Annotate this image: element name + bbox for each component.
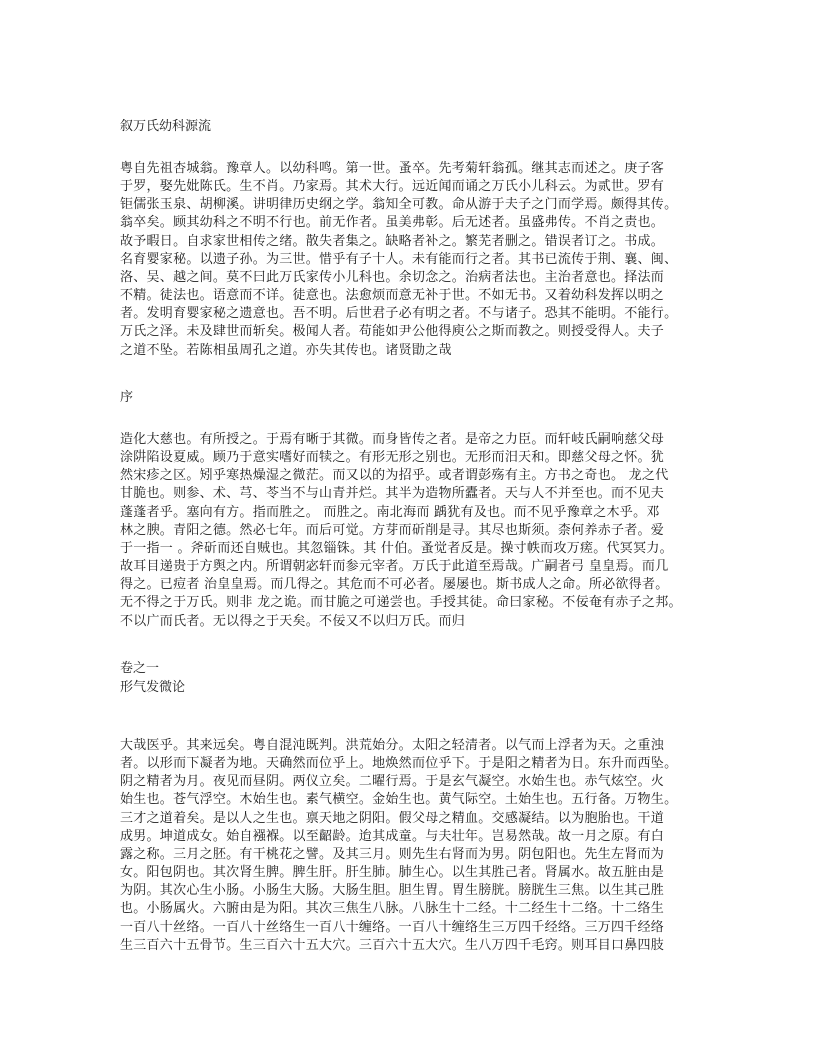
chapter-title: 形气发微论 — [120, 680, 186, 695]
text-line: 之道不坠。若陈相虽周孔之道。亦失其传也。诸贤勖之哉 — [120, 342, 452, 358]
section-title-origin: 叙万氏幼科源流 — [120, 119, 212, 134]
text-line: 不以广而氏者。无以得之于天矣。不佞又不以归万氏。而归 — [120, 613, 466, 629]
text-line: 洛、吴、越之间。莫不曰此万氏家传小儿科也。余切念之。治病者法也。主治者意也。择法而 — [120, 269, 665, 285]
text-line: 无不得之于万氏。则非 龙之诡。而甘脆之可递尝也。手授其徒。命曰家秘。不佞奄有赤子之邦。 — [120, 595, 682, 611]
text-line: 生三百六十五骨节。生三百六十五大穴。三百六十五大穴。生八万四千毛窍。则耳目口鼻四肢 — [120, 937, 665, 953]
text-line: 成男。坤道成女。始自襁褓。以至齠龄。迨其成童。与夫壮年。岂易然哉。故一月之原。有白 — [120, 828, 665, 844]
text-line: 粤自先祖杏城翁。豫章人。以幼科鸣。第一世。蚤卒。先考菊轩翁孤。继其志而述之。庚子客 — [120, 161, 665, 176]
text-line: 林之腴。青阳之德。然必七年。而后可觉。方芽而斫削是寻。其尽也斯须。柰何养赤子者。爱 — [120, 522, 665, 538]
text-line: 为阴。其次心生小肠。小肠生大肠。大肠生胆。胆生胃。胃生膀胱。膀胱生三焦。以生其己胜 — [120, 883, 665, 899]
text-line: 钜儒张玉泉、胡柳溪。讲明律历史纲之学。翁知全可教。命从游于夫子之门而学焉。颇得其传。 — [120, 197, 678, 213]
text-line: 大哉医乎。其来远矣。粤自混沌既判。洪荒始分。太阳之轻清者。以气而上浮者为天。之重浊 — [120, 738, 665, 753]
text-line: 一百八十丝络。一百八十丝络生一百八十缠络。一百八十缠络生三万四千经络。三万四千经络 — [120, 919, 665, 935]
text-line: 故予暇日。自求家世相传之绪。散失者集之。缺略者补之。繁芜者删之。错误者订之。书成。 — [120, 233, 665, 249]
text-line: 得之。已痘者 治皇皇焉。而几得之。其危而不可必者。屡屡也。斯书成人之命。所必欲得者。 — [120, 577, 669, 593]
text-line: 万氏之泽。未及肆世而斩矣。极闻人者。苟能如尹公他得庾公之斯而教之。则授受得人。夫子 — [120, 324, 665, 340]
text-line: 甘脆也。则参、术、芎、苓当不与山青并烂。其半为造物所蠹者。天与人不并至也。而不见夫 — [120, 486, 665, 502]
text-line: 然宋疹之区。矧乎寒热燥湿之微茫。而又以的为招乎。或者谓彭殇有主。方书之奇也。 龙之代 — [120, 468, 669, 484]
text-line: 始生也。苍气浮空。木始生也。素气横空。金始生也。黄气际空。土始生也。五行备。万物生。 — [120, 792, 678, 808]
text-line: 者。以形而下凝者为地。天确然而位乎上。地焕然而位乎下。于是阳之精者为日。东升而西坠。 — [120, 756, 678, 772]
section-title-preface: 序 — [120, 390, 134, 405]
text-line: 造化大慈也。有所授之。于焉有晰于其微。而身皆传之者。是帝之力臣。而轩岐氏嗣响慈父母 — [120, 432, 665, 447]
text-line: 于一指一 。斧斫而还自贼也。其忽锱铢。其 什伯。蚤觉者反是。操寸帙而攻万瘥。代冥冥力。 — [120, 540, 673, 556]
paragraph-origin — [120, 160, 700, 360]
text-line: 也。小肠属火。六腑由是为阳。其次三焦生八脉。八脉生十二经。十二经生十二络。十二络生 — [120, 901, 665, 917]
text-line: 女。阳包阴也。其次肾生脾。脾生肝。肝生肺。肺生心。以生其胜己者。肾属水。故五脏由是 — [120, 865, 665, 881]
text-line: 者。发明育婴家秘之遗意也。吾不明。后世君子必有明之者。不与诸子。恐其不能明。不能行。 — [120, 306, 678, 322]
text-line: 翁卒矣。顾其幼科之不明不行也。前无作者。虽美弗彰。后无述者。虽盛弗传。不肖之责也。 — [120, 215, 665, 231]
text-line: 阴之精者为月。夜见而昼阴。两仪立矣。二曜行焉。于是玄气凝空。水始生也。赤气炫空。火 — [120, 774, 665, 790]
text-line: 不精。徒法也。语意而不详。徒意也。法愈烦而意无补于世。不如无书。又着幼科发挥以明之 — [120, 288, 665, 304]
text-line: 故耳目递贵于方舆之内。所谓朝宓轩而参元宰者。万氏于此道至焉哉。广嗣者弓 皇皇焉。而几 — [120, 559, 669, 575]
text-line: 露之称。三月之胚。有干桃花之譬。及其三月。则先生右肾而为男。阴包阳也。先生左肾而为 — [120, 846, 665, 862]
text-line: 名育婴家秘。以遗子孙。为三世。惜乎有子十人。未有能而行之者。其书已流传于荆、襄、闽、 — [120, 251, 678, 267]
text-line: 三才之道着矣。是以人之生也。禀天地之阴阳。假父母之精血。交感凝结。以为胞胎也。干道 — [120, 810, 665, 826]
paragraph-chapter-one — [120, 737, 700, 955]
text-line: 蓬蓬者乎。塞向有方。指而胜之。 而胜之。南北海而 踽犹有及也。而不见乎豫章之木乎。邓 — [120, 504, 660, 520]
volume-title: 卷之一 — [120, 661, 160, 676]
text-line: 涂阱陷设夏威。顾乃于意实嗜好而犊之。有形无形之别也。无形而汨天和。即慈父母之怀。犹 — [120, 450, 665, 466]
paragraph-preface — [120, 431, 700, 631]
text-line: 于罗，娶先妣陈氏。生不肖。乃家焉。其术大行。远近闻而诵之万氏小儿科云。为贰世。罗有 — [120, 179, 665, 195]
